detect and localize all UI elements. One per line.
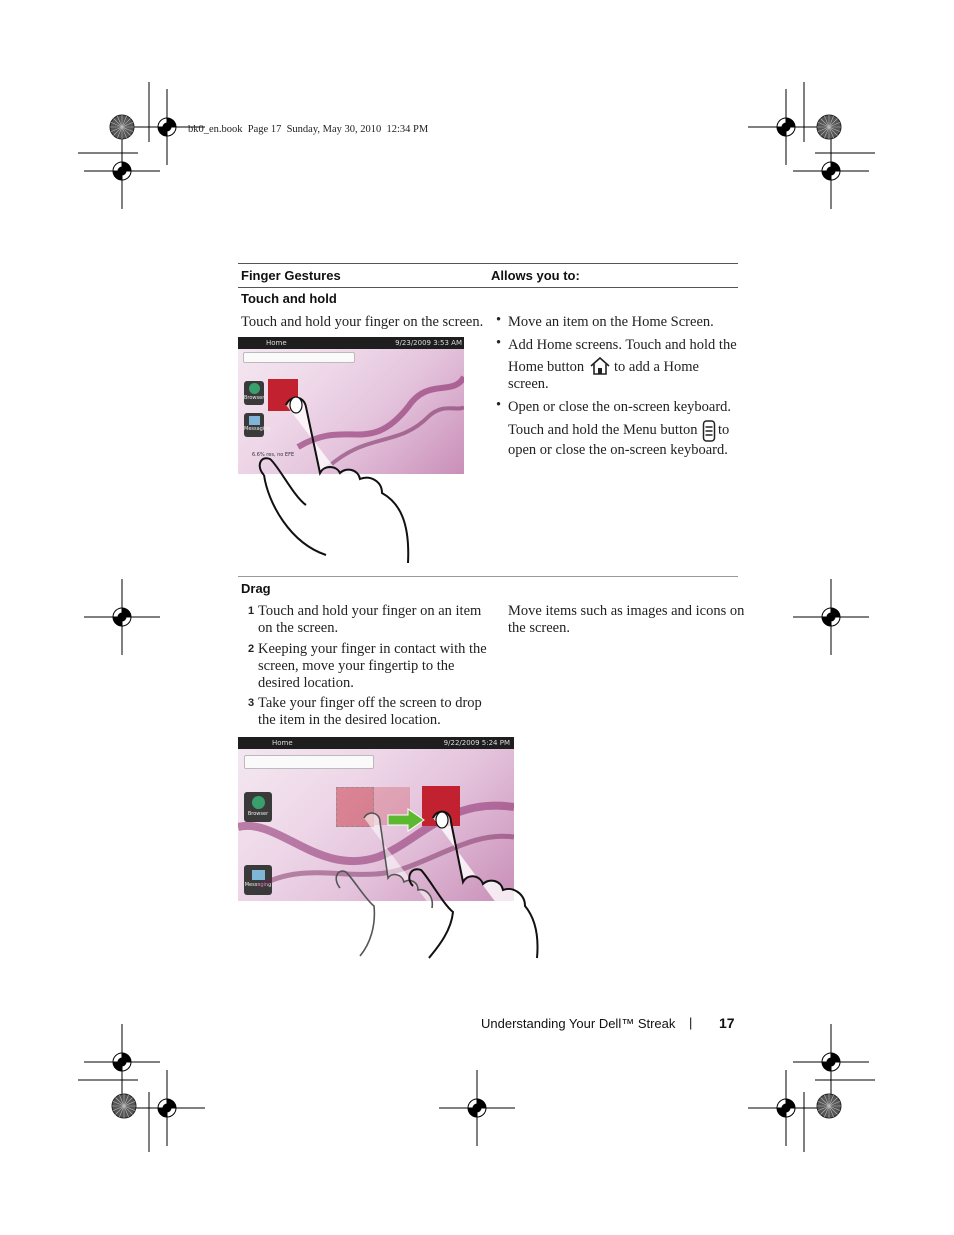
color-wheel-icon — [112, 1094, 136, 1118]
step-1-line1: Touch and hold your finger on an item — [258, 603, 482, 619]
step-2-line1: Keeping your finger in contact with the — [258, 641, 487, 657]
browser-label: Browser — [244, 395, 265, 401]
color-wheel-icon — [817, 115, 841, 139]
registration-mark-icon — [129, 1070, 205, 1146]
registration-mark-icon — [748, 1070, 824, 1146]
footer-separator: | — [689, 1015, 693, 1030]
section-title-touch-hold: Touch and hold — [241, 291, 337, 306]
bullet-marker: • — [496, 312, 502, 328]
step-1-line2: on the screen. — [258, 620, 339, 636]
footer-chapter-title: Understanding Your Dell™ Streak — [481, 1016, 676, 1031]
registration-mark-icon — [84, 1024, 160, 1100]
table-header-rule — [238, 287, 738, 288]
registration-mark-icon — [439, 1070, 515, 1146]
bullet-keyboard-line3: open or close the on-screen keyboard. — [508, 442, 728, 458]
page-number: 17 — [719, 1015, 735, 1031]
status-time: 9/22/2009 5:24 PM — [443, 739, 510, 747]
step-number-2: 2 — [248, 643, 255, 655]
step-number-1: 1 — [248, 605, 255, 617]
section-title-drag: Drag — [241, 581, 271, 596]
print-header-info: bk0_en.book Page 17 Sunday, May 30, 2010 12:34 PM — [188, 124, 429, 135]
column-header-gestures: Finger Gestures — [241, 268, 341, 283]
color-wheel-icon — [110, 115, 134, 139]
step-3-line2: the item in the desired location. — [258, 712, 441, 728]
bullet-add-home-line1: Add Home screens. Touch and hold the — [508, 337, 737, 353]
messaging-label: Messaging — [244, 882, 272, 888]
finger-icon — [405, 808, 540, 960]
registration-mark-icon — [793, 133, 869, 209]
registration-mark-icon — [84, 579, 160, 655]
drag-description-line2: the screen. — [508, 620, 570, 636]
step-3-line1: Take your finger off the screen to drop — [258, 695, 482, 711]
color-wheel-icon — [817, 1094, 841, 1118]
bullet-keyboard-line2a: Touch and hold the Menu button — [508, 422, 698, 438]
bullet-marker: • — [496, 335, 502, 351]
row-divider — [238, 576, 738, 577]
bullet-keyboard-line2b: to — [718, 422, 730, 438]
registration-mark-icon — [793, 1024, 869, 1100]
carrier-text: 6.6% res, no EFE — [252, 452, 295, 458]
step-2-line3: desired location. — [258, 675, 354, 691]
drag-description-line1: Move items such as images and icons on — [508, 603, 745, 619]
status-title: Home — [266, 339, 287, 347]
status-time: 9/23/2009 3:53 AM — [395, 339, 462, 347]
registration-mark-icon — [748, 89, 824, 165]
column-header-allows: Allows you to: — [491, 268, 580, 283]
step-number-3: 3 — [248, 697, 255, 709]
bullet-marker: • — [496, 397, 502, 413]
registration-mark-icon — [793, 579, 869, 655]
bullet-keyboard-line1: Open or close the on-screen keyboard. — [508, 399, 732, 415]
bullet-add-home-line2a: Home button — [508, 359, 585, 375]
bullet-add-home-line3: screen. — [508, 376, 549, 392]
step-2-line2: screen, move your fingertip to the — [258, 658, 455, 674]
status-title: Home — [272, 739, 293, 747]
bullet-move-item: Move an item on the Home Screen. — [508, 314, 714, 330]
finger-icon — [250, 393, 415, 565]
registration-mark-icon — [84, 133, 160, 209]
messaging-label: Messaging — [244, 426, 271, 432]
table-top-rule — [238, 263, 738, 264]
bullet-add-home-line2b: to add a Home — [614, 359, 699, 375]
browser-label: Browser — [247, 811, 269, 817]
menu-button-icon — [702, 420, 716, 442]
touch-hold-instruction: Touch and hold your finger on the screen. — [241, 314, 484, 330]
home-button-icon — [589, 356, 611, 376]
